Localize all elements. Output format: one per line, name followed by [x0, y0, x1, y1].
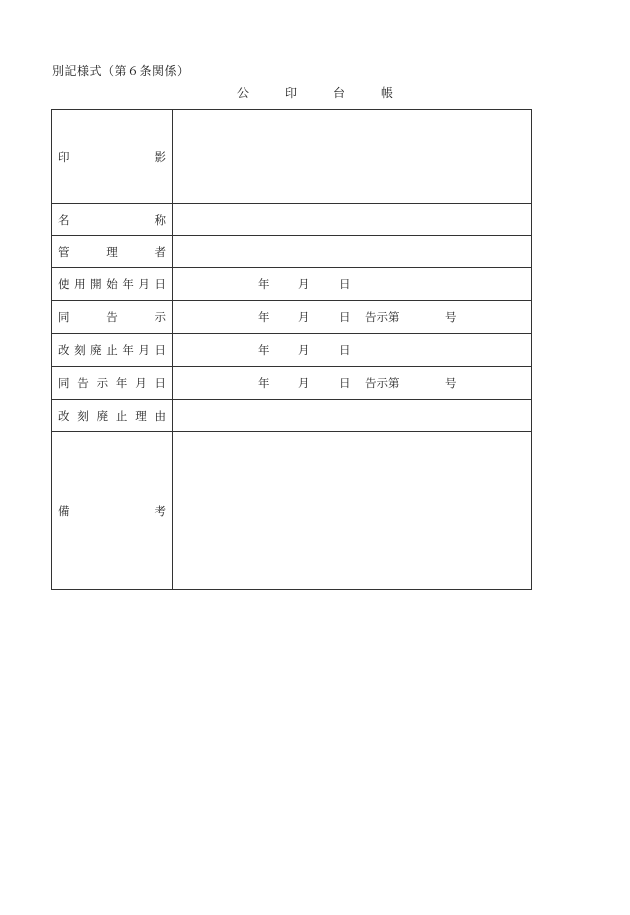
label-custodian — [52, 236, 173, 268]
day-marker: 日 — [339, 310, 351, 324]
label-char: 日 — [154, 376, 166, 390]
title-char: 帳 — [381, 86, 394, 100]
document-title — [237, 84, 429, 101]
notice-label: 告示第 — [365, 310, 400, 324]
seal-register-table — [51, 109, 532, 590]
label-abolition-date — [52, 334, 173, 367]
label-char: 改 — [58, 343, 70, 357]
label-char: 廃 — [96, 408, 109, 423]
number-marker: 号 — [445, 376, 457, 390]
day-marker: 日 — [339, 277, 351, 291]
year-marker: 年 — [258, 310, 270, 324]
label-char: 同 — [58, 310, 70, 324]
row-custodian — [52, 236, 532, 268]
year-marker: 年 — [258, 277, 270, 291]
label-char: 者 — [154, 244, 166, 259]
title-char: 台 — [333, 86, 346, 100]
month-marker: 月 — [298, 277, 310, 291]
value-remarks[interactable] — [173, 432, 532, 590]
label-char: 理 — [135, 408, 147, 423]
value-start-notice[interactable] — [173, 301, 532, 334]
row-remarks — [52, 432, 532, 590]
label-char: 同 — [58, 376, 70, 390]
row-seal-impression — [52, 110, 532, 204]
label-char: 名 — [58, 212, 70, 227]
label-char: 月 — [138, 277, 150, 291]
label-char: 由 — [154, 408, 166, 423]
label-char: 日 — [154, 343, 166, 357]
value-abolition-date[interactable] — [173, 334, 532, 367]
year-marker: 年 — [258, 343, 270, 357]
month-marker: 月 — [298, 310, 310, 324]
value-custodian[interactable] — [173, 236, 532, 268]
notice-label: 告示第 — [365, 376, 400, 390]
label-char: 日 — [154, 277, 166, 291]
day-marker: 日 — [339, 376, 351, 390]
label-char: 刻 — [74, 343, 86, 357]
row-abolition-notice — [52, 367, 532, 400]
label-start-notice — [52, 301, 173, 334]
label-char: 年 — [115, 376, 128, 390]
month-marker: 月 — [298, 343, 310, 357]
label-char: 刻 — [77, 408, 89, 423]
value-abolition-reason[interactable] — [173, 400, 532, 432]
label-start-date — [52, 268, 173, 301]
row-start-notice — [52, 301, 532, 334]
label-char: 使 — [58, 277, 70, 291]
row-abolition-reason — [52, 400, 532, 432]
label-char: 告 — [106, 310, 118, 324]
label-abolition-notice — [52, 367, 173, 400]
value-seal-impression[interactable] — [173, 110, 532, 204]
title-char: 公 — [237, 86, 250, 100]
label-seal-impression — [52, 110, 173, 204]
label-char: 年 — [122, 277, 134, 291]
label-char: 影 — [154, 149, 166, 164]
label-char: 理 — [106, 244, 118, 259]
title-char: 印 — [285, 86, 298, 100]
label-char: 告 — [77, 376, 89, 390]
number-marker: 号 — [445, 310, 457, 324]
row-name — [52, 204, 532, 236]
label-char: 開 — [90, 277, 102, 291]
label-char: 管 — [58, 244, 70, 259]
row-start-date — [52, 268, 532, 301]
label-char: 月 — [135, 376, 147, 390]
label-char: 印 — [58, 149, 70, 164]
label-char: 考 — [154, 503, 166, 518]
label-char: 改 — [58, 408, 70, 423]
label-char: 用 — [74, 277, 86, 291]
label-char: 備 — [58, 503, 70, 518]
label-abolition-reason — [52, 400, 173, 432]
year-marker: 年 — [258, 376, 270, 390]
day-marker: 日 — [339, 343, 351, 357]
label-char: 称 — [154, 212, 166, 227]
row-abolition-date — [52, 334, 532, 367]
label-char: 止 — [115, 408, 128, 423]
value-abolition-notice[interactable] — [173, 367, 532, 400]
form-label: 別記様式（第６条関係） — [52, 64, 190, 78]
label-name — [52, 204, 173, 236]
value-start-date[interactable] — [173, 268, 532, 301]
label-char: 止 — [106, 343, 118, 357]
month-marker: 月 — [298, 376, 310, 390]
label-char: 示 — [96, 376, 109, 390]
value-name[interactable] — [173, 204, 532, 236]
label-char: 始 — [106, 277, 118, 291]
label-char: 廃 — [90, 343, 102, 357]
label-remarks — [52, 432, 173, 590]
label-char: 月 — [138, 343, 150, 357]
label-char: 年 — [122, 343, 134, 357]
label-char: 示 — [154, 310, 166, 324]
